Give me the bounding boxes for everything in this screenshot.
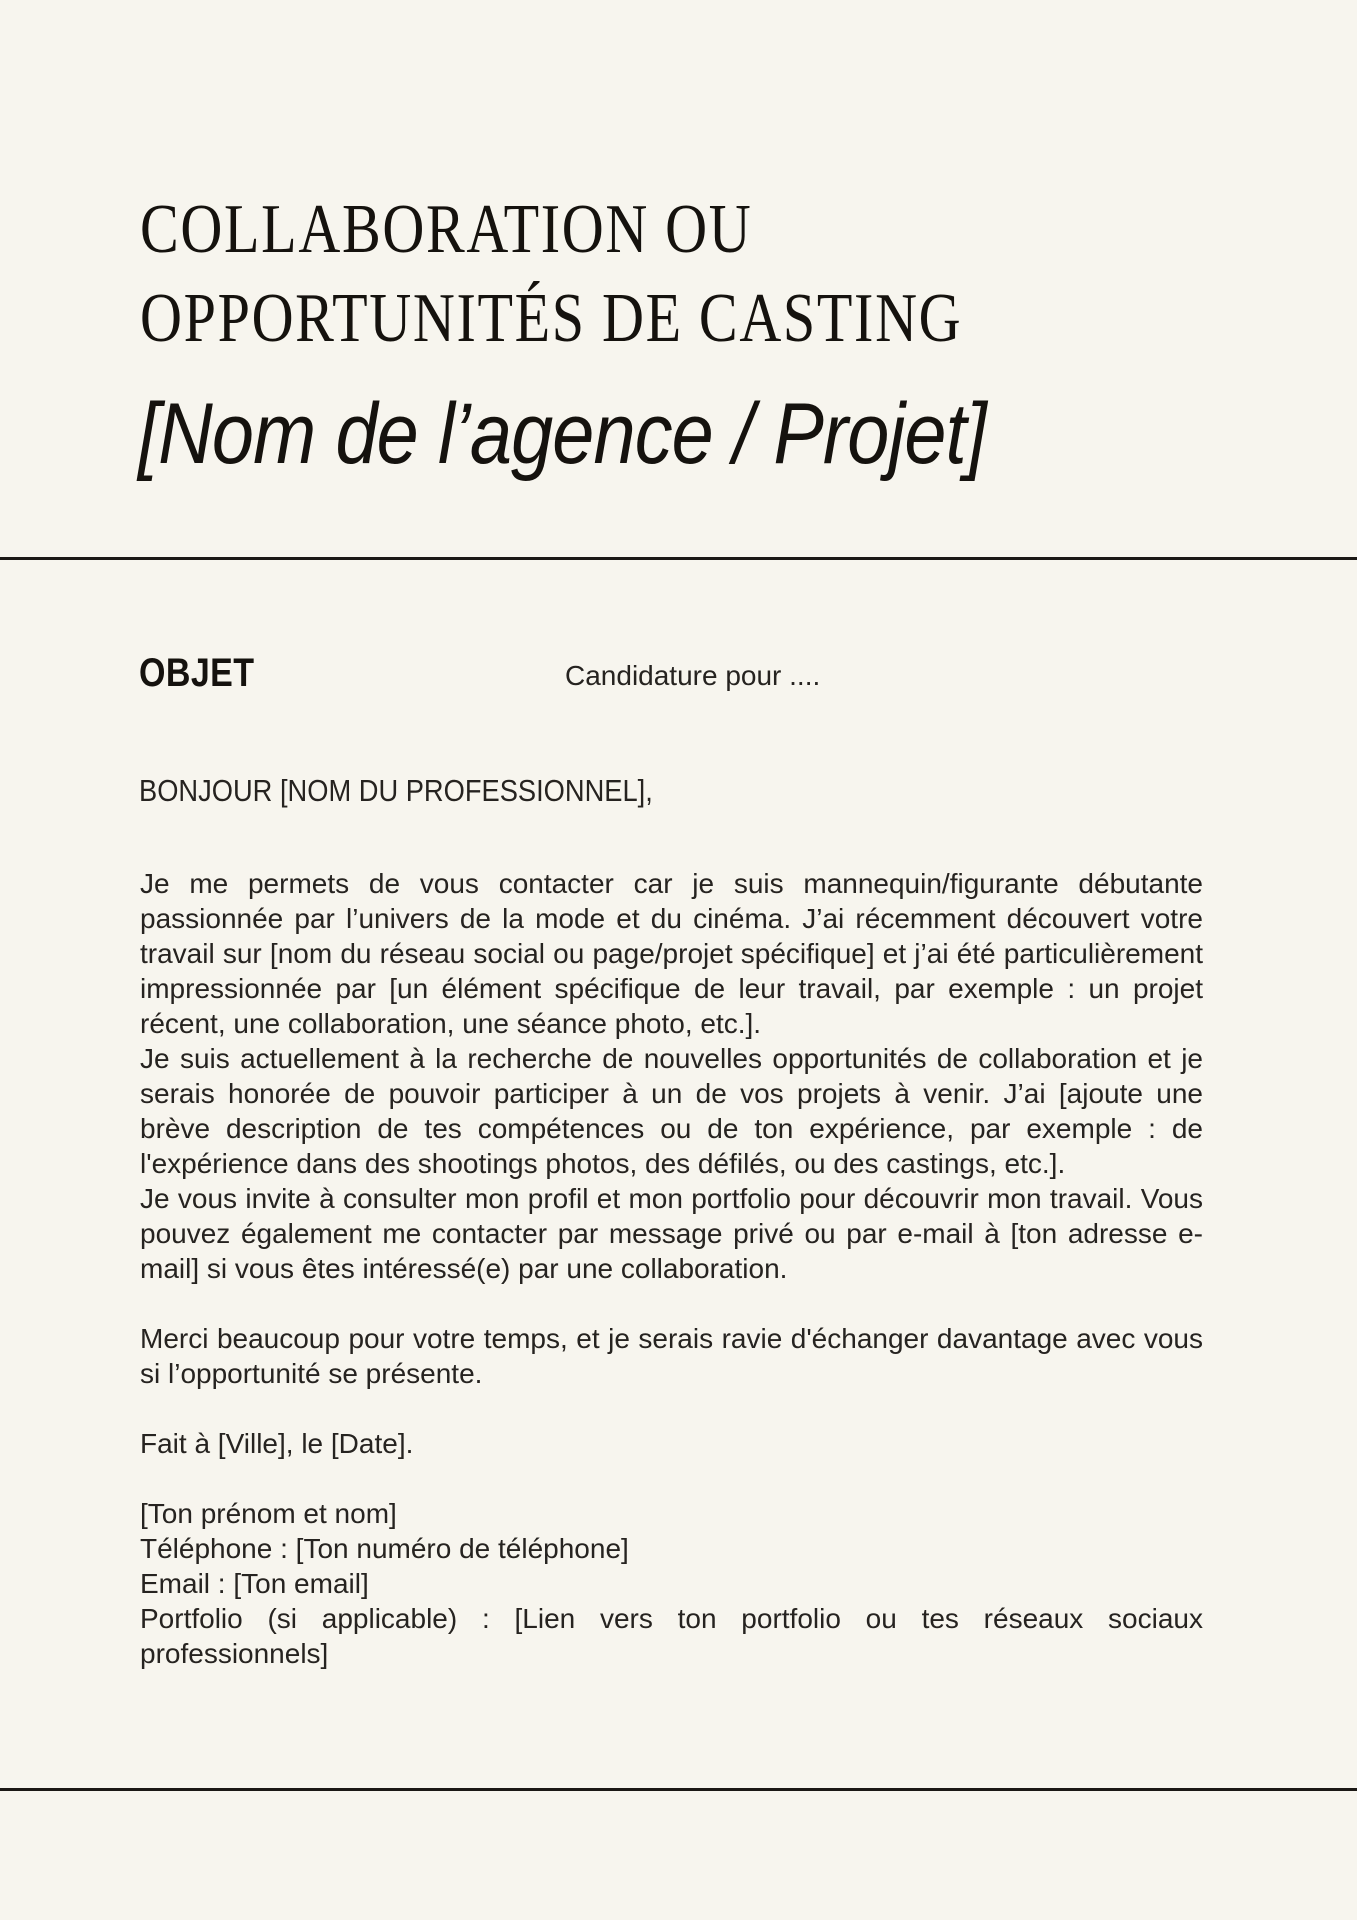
subject-label: OBJET: [139, 651, 255, 695]
letter-paragraph: Je vous invite à consulter mon profil et mon portfolio pour découvrir mon travail. Vous pouvez également me contacter par message privé ou par e-mail à [ton adresse e-mail] si vous êtes intéressé(e) par une collaboration.: [140, 1183, 1203, 1284]
signature-line: Portfolio (si applicable) : [Lien vers ton portfolio ou tes réseaux sociaux professionnels]: [140, 1603, 1203, 1669]
letter-paragraph: Je suis actuellement à la recherche de nouvelles opportunités de collaboration et je serais honorée de pouvoir participer à un de vos projets à venir. J’ai [ajoute une brève description de tes compétences ou de ton expérience, par exemple : de l'expérience dans des shootings photos, des défilés, ou des castings, etc.].: [140, 1043, 1203, 1179]
letter-body: [140, 866, 1203, 1671]
thanks-paragraph: Merci beaucoup pour votre temps, et je serais ravie d'échanger davantage avec vous si l’opportunité se présente.: [140, 1323, 1203, 1389]
signature-block: [140, 1496, 1203, 1671]
page-title: [140, 185, 962, 363]
bottom-divider: [0, 1788, 1357, 1791]
subject-value: Candidature pour ....: [565, 660, 821, 691]
signature-line: Téléphone : [Ton numéro de téléphone]: [140, 1533, 629, 1564]
top-divider: [0, 557, 1357, 560]
page-title-line1: COLLABORATION OU: [140, 191, 753, 268]
page-title-line2: OPPORTUNITÉS DE CASTING: [140, 280, 963, 357]
signature-line: Email : [Ton email]: [140, 1568, 369, 1599]
letter-greeting: BONJOUR [NOM DU PROFESSIONNEL],: [139, 773, 653, 808]
letter-paragraphs: [140, 866, 1203, 1286]
letter-paragraph: Je me permets de vous contacter car je suis mannequin/figurante débutante passionnée par l’univers de la mode et du cinéma. J’ai récemment découvert votre travail sur [nom du réseau social ou page/projet spécifique] et j’ai été particulièrement impressionnée par [un élément spécifique de leur travail, par exemple : un projet récent, une collaboration, une séance photo, etc.].: [140, 868, 1203, 1039]
page-subtitle: [Nom de l’agence / Projet]: [138, 386, 986, 482]
signature-line: [Ton prénom et nom]: [140, 1498, 397, 1529]
place-date-line: Fait à [Ville], le [Date].: [140, 1428, 414, 1459]
